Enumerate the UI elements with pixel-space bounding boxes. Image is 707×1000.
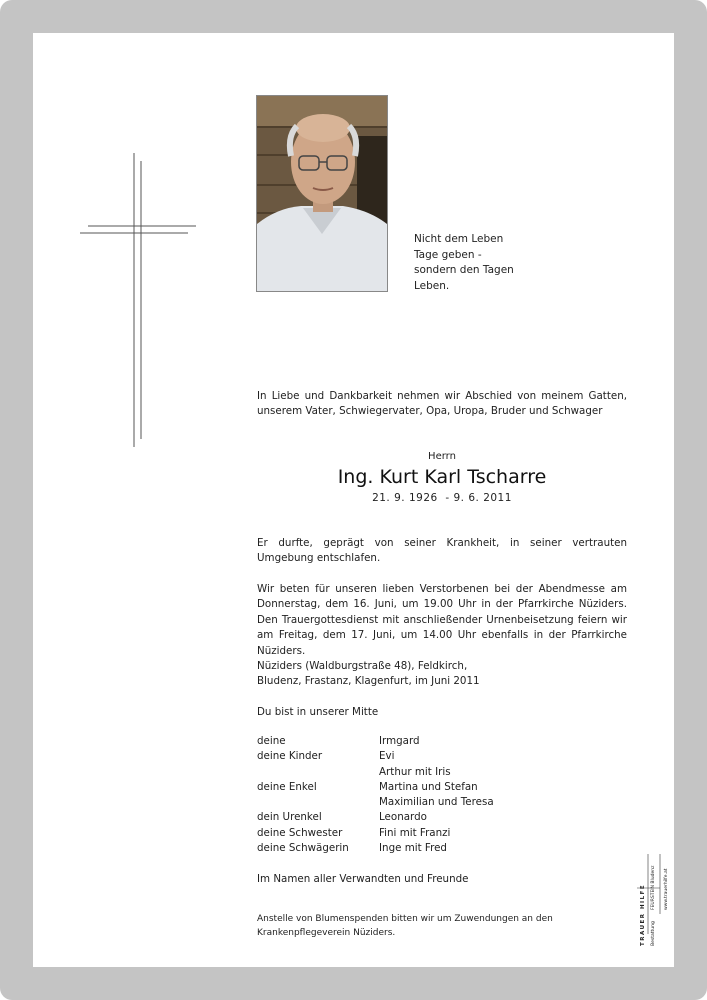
family-names: Martina und Stefan [379, 780, 478, 793]
place-date [257, 659, 627, 690]
family-relation [257, 795, 379, 810]
salutation: Herrn [428, 451, 456, 462]
family-names: Arthur mit Iris [379, 765, 451, 778]
service-text: Wir beten für unseren lieben Verstorbenen bei der Abendmesse am Donnerstag, dem 16. Juni, um 19.00 Uhr in der Pfarrkirche Nüziders. Den Trauergottesdienst mit anschließender Urnenbeisetzung feiern wir am Freitag, dem 17. Juni, um 14.00 Uhr ebenfalls in der Pfarrkirche Nüziders. [257, 583, 627, 657]
family-row [257, 841, 494, 856]
motto-line: Tage geben - [414, 248, 482, 261]
motto-line: sondern den Tagen [414, 264, 514, 276]
family-names: Evi [379, 750, 395, 763]
family-relation: dein Urenkel [257, 811, 322, 824]
motto [414, 232, 514, 294]
life-dates: 21. 9. 1926 - 9. 6. 2011 [372, 492, 512, 504]
motto-line: Leben. [414, 279, 450, 292]
logo-sub2: FEURSTEIN Bludenz [651, 865, 656, 910]
family-names: Inge mit Fred [379, 842, 447, 855]
family-names: Leonardo [379, 811, 427, 824]
closing-line: Du bist in unserer Mitte [257, 706, 379, 718]
family-row [257, 826, 494, 841]
logo-url: www.trauerhilfe.at [664, 868, 669, 910]
family-relation: deine [257, 735, 286, 747]
funeral-home-logo [636, 852, 670, 948]
family-list [257, 734, 494, 856]
passing-text: Er durfte, geprägt von seiner Krankheit, in seiner vertrauten Umgebung entschlafen. [257, 537, 627, 565]
intro-text: In Liebe und Dankbarkeit nehmen wir Abschied von meinem Gatten, unserem Vater, Schwiegervater, Opa, Uropa, Bruder und Schwager [257, 390, 627, 418]
family-relation: deine Kinder [257, 750, 323, 763]
family-relation: deine Enkel [257, 780, 317, 793]
place-date-line: Nüziders (Waldburgstraße 48), Feldkirch, [257, 660, 468, 672]
family-names: Maximilian und Teresa [379, 796, 494, 809]
logo-brand: TRAUER HILFE [640, 883, 646, 946]
family-row [257, 765, 494, 780]
logo-sub1: Bestattung [651, 921, 656, 946]
family-row [257, 749, 494, 764]
family-relation: deine Schwägerin [257, 842, 349, 855]
place-date-line: Bludenz, Frastanz, Klagenfurt, im Juni 2011 [257, 675, 480, 688]
deceased-name: Ing. Kurt Karl Tscharre [337, 466, 547, 488]
portrait-photo [256, 95, 388, 292]
family-relation: deine Schwester [257, 826, 343, 839]
flowers-note: Anstelle von Blumenspenden bitten wir um Zuwendungen an den Krankenpflegeverein Nüziders. [257, 914, 553, 938]
relatives-line: Im Namen aller Verwandten und Freunde [257, 873, 469, 885]
family-row [257, 780, 494, 795]
family-names: Irmgard [379, 735, 420, 747]
family-row [257, 810, 494, 825]
family-row [257, 734, 494, 749]
cross-icon [80, 153, 196, 447]
family-relation [257, 765, 379, 780]
family-names: Fini mit Franzi [379, 826, 451, 839]
motto-line: Nicht dem Leben [414, 233, 504, 245]
family-row [257, 795, 494, 810]
